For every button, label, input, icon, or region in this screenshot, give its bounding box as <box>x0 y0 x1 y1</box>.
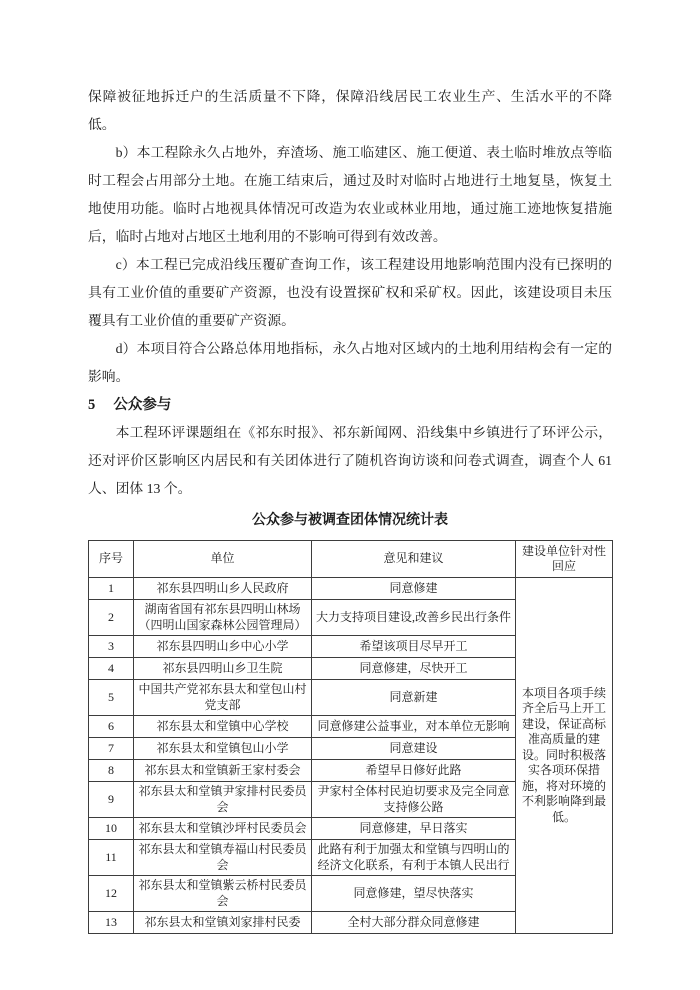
paragraph-b: b）本工程除永久占地外，弃渣场、施工临建区、施工便道、表土临时堆放点等临时工程会占用部分土地。在施工结束后，通过及时对临时占地进行土地复垦，恢复土地使用功能。临时占地视具体情况可改造为农业或林业用地，通过施工迹地恢复措施后，临时占地对占地区土地利用的不影响可得到有效改善。 <box>88 145 612 244</box>
cell-opinion: 同意修建公益事业，对本单位无影响 <box>312 716 516 738</box>
cell-no: 2 <box>89 600 134 636</box>
cell-unit: 中国共产党祁东县太和堂包山村党支部 <box>134 680 312 716</box>
cell-unit: 祁东县四明山乡中心小学 <box>134 636 312 658</box>
cell-opinion: 全村大部分群众同意修建 <box>312 912 516 934</box>
header-opinion: 意见和建议 <box>312 541 516 578</box>
cell-unit: 祁东县四明山乡人民政府 <box>134 578 312 600</box>
cell-unit: 祁东县太和堂镇寿福山村民委员会 <box>134 840 312 876</box>
cell-unit: 祁东县太和堂镇尹家排村民委员会 <box>134 782 312 818</box>
table-title: 公众参与被调查团体情况统计表 <box>252 513 448 528</box>
cell-no: 12 <box>89 876 134 912</box>
cell-no: 7 <box>89 738 134 760</box>
cell-no: 10 <box>89 818 134 840</box>
cell-unit: 祁东县太和堂镇紫云桥村民委员会 <box>134 876 312 912</box>
cell-opinion: 希望早日修好此路 <box>312 760 516 782</box>
cell-no: 3 <box>89 636 134 658</box>
cell-unit: 祁东县太和堂镇沙坪村民委员会 <box>134 818 312 840</box>
cell-opinion: 同意修建，早日落实 <box>312 818 516 840</box>
cell-opinion: 同意修建，尽快开工 <box>312 658 516 680</box>
cell-opinion: 同意修建 <box>312 578 516 600</box>
cell-opinion: 大力支持项目建设,改善乡民出行条件 <box>312 600 516 636</box>
cell-no: 8 <box>89 760 134 782</box>
response-cell: 本项目各项手续齐全后马上开工建设，保证高标准高质量的建设。同时积极落实各项环保措施，将对环境的不利影响降到最低。 <box>516 578 613 934</box>
paragraph-d: d）本项目符合公路总体用地指标，永久占地对区域内的土地利用结构会有一定的影响。 <box>88 341 612 384</box>
table-row <box>89 578 613 600</box>
cell-opinion: 尹家村全体村民迫切要求及完全同意支持修公路 <box>312 782 516 818</box>
section-heading <box>88 391 612 419</box>
header-no: 序号 <box>89 541 134 578</box>
cell-unit: 祁东县四明山乡卫生院 <box>134 658 312 680</box>
section-paragraph: 本工程环评课题组在《祁东时报》、祁东新闻网、沿线集中乡镇进行了环评公示，还对评价区影响区内居民和有关团体进行了随机咨询访谈和问卷式调查，调查个人 61 人、团体 13 个。 <box>88 425 612 496</box>
header-unit: 单位 <box>134 541 312 578</box>
table-header-row <box>89 541 613 578</box>
cell-unit: 祁东县太和堂镇刘家排村民委 <box>134 912 312 934</box>
cell-unit: 祁东县太和堂镇新王家村委会 <box>134 760 312 782</box>
cell-opinion: 同意新建 <box>312 680 516 716</box>
cell-no: 1 <box>89 578 134 600</box>
cell-opinion: 此路有利于加强太和堂镇与四明山的经济文化联系，有利于本镇人民出行 <box>312 840 516 876</box>
section-number: 5 <box>88 397 96 413</box>
cell-opinion: 希望该项目尽早开工 <box>312 636 516 658</box>
header-response: 建设单位针对性回应 <box>516 541 613 578</box>
paragraph-continuation: 保障被征地拆迁户的生活质量不下降，保障沿线居民工农业生产、生活水平的不降低。 <box>88 89 612 132</box>
cell-no: 11 <box>89 840 134 876</box>
cell-no: 4 <box>89 658 134 680</box>
cell-unit: 湖南省国有祁东县四明山林场（四明山国家森林公园管理局） <box>134 600 312 636</box>
cell-no: 5 <box>89 680 134 716</box>
cell-no: 9 <box>89 782 134 818</box>
cell-opinion: 同意修建，望尽快落实 <box>312 876 516 912</box>
section-title: 公众参与 <box>113 397 172 413</box>
cell-unit: 祁东县太和堂镇中心学校 <box>134 716 312 738</box>
survey-table <box>88 540 613 934</box>
cell-no: 6 <box>89 716 134 738</box>
cell-opinion: 同意建设 <box>312 738 516 760</box>
cell-unit: 祁东县太和堂镇包山小学 <box>134 738 312 760</box>
cell-no: 13 <box>89 912 134 934</box>
paragraph-c: c）本工程已完成沿线压覆矿查询工作，该工程建设用地影响范围内没有已探明的具有工业价值的重要矿产资源，也没有设置探矿权和采矿权。因此，该建设项目未压覆具有工业价值的重要矿产资源。 <box>88 257 612 328</box>
